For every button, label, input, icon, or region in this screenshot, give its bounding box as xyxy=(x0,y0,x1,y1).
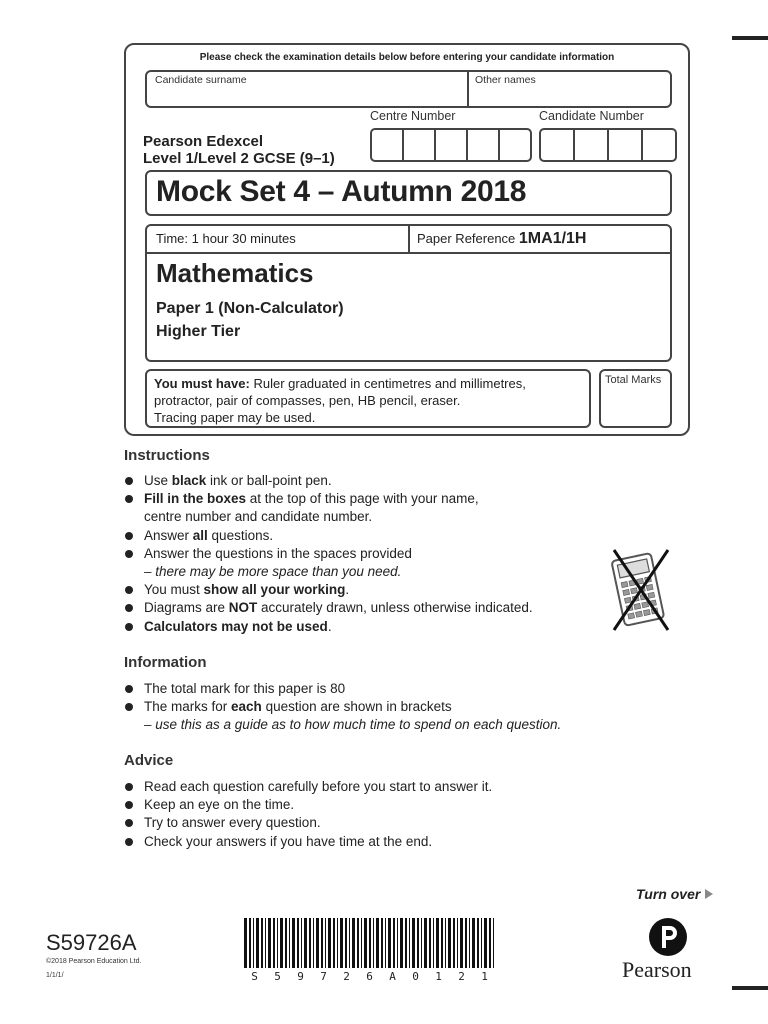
barcode-bar xyxy=(273,918,275,968)
paper-reference-code: 1MA1/1H xyxy=(518,230,587,247)
barcode-bar xyxy=(280,918,283,968)
list-item: Read each question carefully before you start to answer it. xyxy=(124,778,492,796)
name-divider xyxy=(467,72,469,106)
pearson-wordmark: Pearson xyxy=(622,957,692,982)
equipment-list xyxy=(154,375,584,426)
barcode-bar xyxy=(393,918,395,968)
must-have-box xyxy=(145,369,591,428)
column-divider xyxy=(408,226,410,252)
barcode-bar xyxy=(484,918,487,968)
barcode-bar xyxy=(453,918,455,968)
centre-digit-cell[interactable] xyxy=(466,130,498,160)
barcode-bar xyxy=(244,918,247,968)
barcode-bar xyxy=(309,918,311,968)
barcode xyxy=(243,918,496,972)
copyright-notice: ©2018 Pearson Education Ltd. xyxy=(46,958,142,965)
information-list xyxy=(124,680,561,735)
list-item: Answer the questions in the spaces provided xyxy=(124,545,533,563)
turn-over-link[interactable]: Turn over xyxy=(636,886,701,902)
must-have-label: You must have: xyxy=(154,376,250,391)
exam-board xyxy=(143,133,335,167)
tier-label: Higher Tier xyxy=(156,323,241,340)
advice-heading: Advice xyxy=(124,752,174,769)
barcode-bar xyxy=(268,918,271,968)
barcode-bar xyxy=(304,918,307,968)
barcode-bar xyxy=(400,918,403,968)
candidate-digit-cell[interactable] xyxy=(641,130,675,160)
barcode-bar xyxy=(481,918,482,968)
barcode-bar xyxy=(253,918,254,968)
barcode-character: 2 xyxy=(343,970,350,983)
barcode-bar xyxy=(429,918,431,968)
time-allowed: Time: 1 hour 30 minutes xyxy=(156,231,296,246)
barcode-bar xyxy=(313,918,314,968)
centre-digit-cell[interactable] xyxy=(402,130,434,160)
barcode-digits xyxy=(243,970,496,983)
paper-reference xyxy=(417,230,586,248)
candidate-number-label: Candidate Number xyxy=(539,109,644,123)
barcode-bar xyxy=(457,918,458,968)
barcode-bar xyxy=(333,918,335,968)
check-details-notice: Please check the examination details below before entering your candidate information xyxy=(199,52,615,63)
version-code: 1/1/1/ xyxy=(46,972,64,979)
barcode-bar xyxy=(433,918,434,968)
list-item: The total mark for this paper is 80 xyxy=(124,680,561,698)
subject-title: Mathematics xyxy=(156,258,314,288)
exam-title: Mock Set 4 – Autumn 2018 xyxy=(156,175,527,208)
row-divider xyxy=(147,252,670,254)
list-item: Use black ink or ball-point pen. xyxy=(124,472,533,490)
barcode-bar xyxy=(316,918,319,968)
paper-name xyxy=(156,297,344,343)
board-name: Pearson Edexcel xyxy=(143,133,264,150)
barcode-bar xyxy=(421,918,422,968)
barcode-bar xyxy=(388,918,391,968)
list-item-continuation: – there may be more space than you need. xyxy=(144,564,402,580)
barcode-character: 1 xyxy=(435,970,442,983)
barcode-bar xyxy=(472,918,475,968)
candidate-details-frame xyxy=(124,43,690,436)
barcode-bar xyxy=(352,918,355,968)
advice-list xyxy=(124,778,492,851)
barcode-bar xyxy=(349,918,350,968)
barcode-bar xyxy=(292,918,295,968)
instructions-heading: Instructions xyxy=(124,447,210,464)
barcode-bar xyxy=(376,918,379,968)
barcode-bar xyxy=(249,918,251,968)
barcode-bar xyxy=(477,918,479,968)
tracing-paper-note: Tracing paper may be used. xyxy=(154,410,316,425)
barcode-bar xyxy=(460,918,463,968)
barcode-bar xyxy=(381,918,383,968)
barcode-bar xyxy=(328,918,331,968)
barcode-bar xyxy=(256,918,259,968)
barcode-character: 0 xyxy=(412,970,419,983)
qualification-level: Level 1/Level 2 GCSE (9–1) xyxy=(143,150,335,167)
barcode-character: 1 xyxy=(481,970,488,983)
barcode-bar xyxy=(445,918,446,968)
list-item: Check your answers if you have time at the end. xyxy=(124,833,492,851)
barcode-bar xyxy=(409,918,410,968)
barcode-bar xyxy=(337,918,338,968)
barcode-character: S xyxy=(251,970,258,983)
barcode-bar xyxy=(424,918,427,968)
barcode-bar xyxy=(436,918,439,968)
other-names-field[interactable]: Other names xyxy=(475,74,536,86)
barcode-bar xyxy=(261,918,263,968)
centre-number-input[interactable] xyxy=(370,128,532,162)
barcode-bar xyxy=(465,918,467,968)
must-have-text: Ruler graduated in centimetres and millimetres, protractor, pair of compasses, pen, HB pencil, eraser. xyxy=(154,376,526,408)
list-item: The marks for each question are shown in brackets xyxy=(124,698,561,716)
crossed-out-calculator-icon xyxy=(606,546,674,634)
barcode-bar xyxy=(417,918,419,968)
centre-digit-cell[interactable] xyxy=(372,130,402,160)
barcode-bar xyxy=(469,918,470,968)
centre-digit-cell[interactable] xyxy=(434,130,466,160)
barcode-bar xyxy=(405,918,407,968)
barcode-bar xyxy=(340,918,343,968)
list-item: Calculators may not be used. xyxy=(124,618,533,636)
barcode-bar xyxy=(297,918,299,968)
information-heading: Information xyxy=(124,654,207,671)
total-marks-box xyxy=(599,369,672,428)
paper-reference-label: Paper Reference xyxy=(417,231,516,246)
barcode-bar xyxy=(489,918,491,968)
list-item-continuation: – use this as a guide as to how much time to spend on each question. xyxy=(144,717,562,733)
crop-mark-bottom xyxy=(732,986,768,990)
centre-digit-cell[interactable] xyxy=(498,130,530,160)
barcode-bar xyxy=(385,918,386,968)
barcode-bar xyxy=(357,918,359,968)
list-item: Diagrams are NOT accurately drawn, unless otherwise indicated. xyxy=(124,599,533,617)
pearson-p-logo-icon xyxy=(648,917,688,957)
list-item: Keep an eye on the time. xyxy=(124,796,492,814)
barcode-bar xyxy=(412,918,415,968)
candidate-digit-cell[interactable] xyxy=(607,130,641,160)
barcode-bar xyxy=(369,918,371,968)
barcode-bar xyxy=(321,918,323,968)
list-item: You must show all your working. xyxy=(124,581,533,599)
name-fields xyxy=(145,70,672,108)
instructions-list xyxy=(124,472,533,636)
barcode-character: 6 xyxy=(366,970,373,983)
list-item-continuation: centre number and candidate number. xyxy=(144,509,373,525)
barcode-bar xyxy=(325,918,326,968)
barcode-bar xyxy=(493,918,494,968)
barcode-bar xyxy=(373,918,374,968)
candidate-number-input[interactable] xyxy=(539,128,677,162)
barcode-bar xyxy=(361,918,362,968)
paper-title: Paper 1 (Non-Calculator) xyxy=(156,300,344,317)
centre-number-label: Centre Number xyxy=(370,109,456,123)
barcode-character: A xyxy=(389,970,396,983)
barcode-character: 5 xyxy=(274,970,281,983)
candidate-surname-field[interactable]: Candidate surname xyxy=(155,74,247,86)
barcode-bar xyxy=(364,918,367,968)
candidate-digit-cell[interactable] xyxy=(573,130,607,160)
triangle-right-icon[interactable] xyxy=(705,889,713,899)
barcode-bar xyxy=(285,918,287,968)
title-box xyxy=(145,170,672,216)
barcode-bar xyxy=(448,918,451,968)
barcode-character: 2 xyxy=(458,970,465,983)
barcode-bar xyxy=(277,918,278,968)
paper-code: S59726A xyxy=(46,930,137,955)
barcode-character: 9 xyxy=(297,970,304,983)
crop-mark-top xyxy=(732,36,768,40)
barcode-bar xyxy=(289,918,290,968)
paper-details-box xyxy=(145,224,672,362)
barcode-bar xyxy=(441,918,443,968)
candidate-digit-cell[interactable] xyxy=(541,130,573,160)
list-item: Fill in the boxes at the top of this page with your name, xyxy=(124,490,533,508)
list-item: Try to answer every question. xyxy=(124,814,492,832)
barcode-bar xyxy=(397,918,398,968)
total-marks-label: Total Marks xyxy=(605,374,662,386)
barcode-bar xyxy=(301,918,302,968)
barcode-character: 7 xyxy=(320,970,327,983)
list-item: Answer all questions. xyxy=(124,527,533,545)
barcode-bar xyxy=(345,918,347,968)
barcode-bar xyxy=(265,918,266,968)
